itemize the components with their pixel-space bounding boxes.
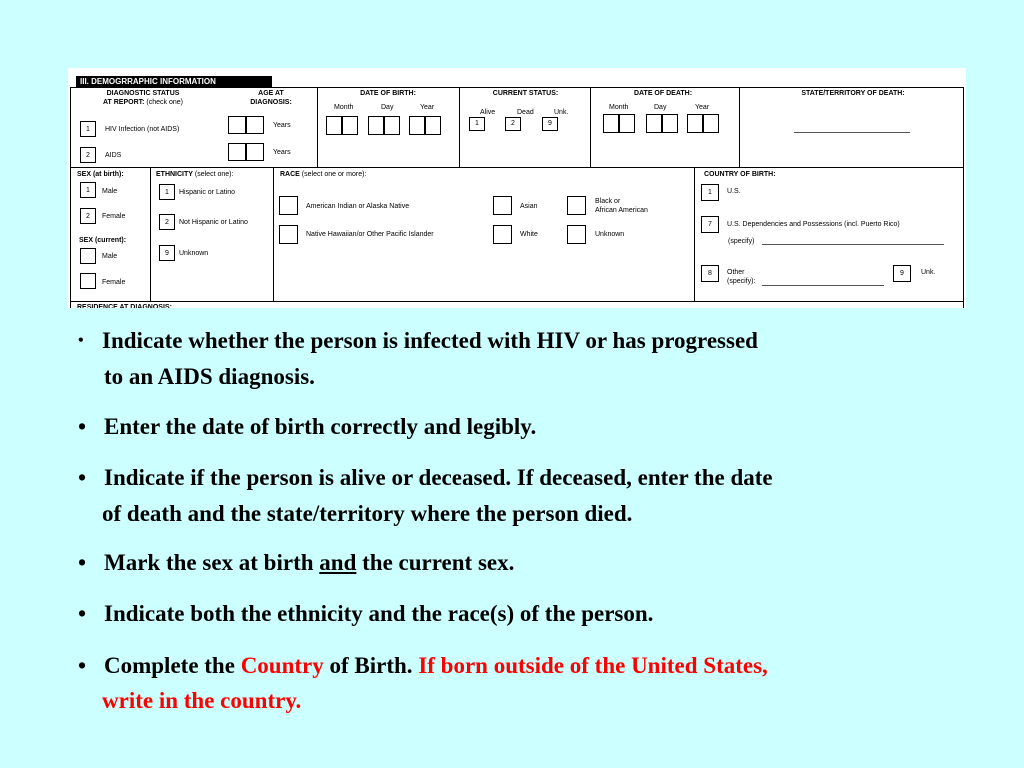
country-other-code[interactable]: 8 [701, 265, 719, 282]
country-us-label: U.S. [727, 188, 741, 195]
highlight-country: Country [240, 653, 324, 678]
diagnosis-hiv-label: HIV Infection (not AIDS) [105, 126, 180, 133]
dod-digit-box[interactable] [619, 114, 635, 133]
sex-birth-female-code[interactable]: 2 [80, 208, 96, 224]
bullet-dot: • [78, 653, 87, 678]
section-title-bar: III. DEMOGRRAPHIC INFORMATION [76, 76, 272, 87]
diagnosis-aids-code[interactable]: 2 [80, 147, 96, 163]
state-of-death-heading: STATE/TERRITORY OF DEATH: [801, 90, 905, 97]
form-line [590, 87, 591, 167]
country-unk-label: Unk. [921, 269, 936, 276]
race-asian-label: Asian [520, 203, 538, 210]
bullet-text-continued: of death and the state/territory where the person died. [102, 501, 633, 526]
sex-birth-female-label: Female [102, 213, 126, 220]
highlight-write-country: write in the country. [102, 688, 302, 713]
age-digit-box[interactable] [246, 143, 264, 161]
form-line [70, 167, 964, 168]
country-other-specify: (specify): [727, 278, 756, 285]
status-alive-label: Alive [480, 109, 496, 116]
sex-birth-male-label: Male [102, 188, 118, 195]
age-years-label-2: Years [273, 149, 291, 156]
age-heading-2: DIAGNOSIS: [250, 99, 292, 106]
ethnicity-unknown-label: Unknown [179, 250, 209, 257]
form-line [70, 301, 964, 302]
diagnostic-status-heading: DIAGNOSTIC STATUS [106, 90, 180, 97]
race-native-hawaiian-label: Native Hawaiian/or Other Pacific Islander [306, 231, 434, 238]
race-black-box[interactable] [567, 196, 586, 215]
ethnicity-unknown-code[interactable]: 9 [159, 245, 175, 261]
age-years-label: Years [273, 122, 291, 129]
form-line [70, 87, 964, 88]
country-dependencies-field[interactable] [762, 244, 944, 245]
ethnicity-hispanic-label: Hispanic or Latino [179, 189, 236, 196]
age-digit-box[interactable] [246, 116, 264, 134]
form-line [694, 167, 695, 301]
form-line [739, 87, 740, 167]
sex-current-male-box[interactable] [80, 248, 96, 264]
status-dead-label: Dead [517, 109, 534, 116]
dod-digit-box[interactable] [603, 114, 619, 133]
dod-digit-box[interactable] [662, 114, 678, 133]
race-black-label-2: African American [595, 207, 648, 214]
demographic-form [68, 68, 966, 308]
bullet-text: Indicate both the ethnicity and the race(s) of the person. [104, 601, 654, 626]
residence-heading-partial: RESIDENCE AT DIAGNOSIS: [77, 304, 172, 308]
status-alive-code[interactable]: 1 [469, 117, 485, 131]
race-asian-box[interactable] [493, 196, 512, 215]
dod-digit-box[interactable] [703, 114, 719, 133]
country-other-label: Other [727, 269, 745, 276]
sex-birth-heading: SEX (at birth): [77, 171, 124, 178]
state-of-death-field[interactable] [794, 132, 910, 133]
dob-year-label: Year [420, 104, 435, 111]
bullet-dot: • [78, 414, 87, 439]
form-line [273, 167, 274, 301]
form-line [150, 167, 151, 301]
dod-digit-box[interactable] [646, 114, 662, 133]
diagnosis-aids-label: AIDS [105, 152, 122, 159]
country-other-field[interactable] [762, 285, 884, 286]
race-unknown-label: Unknown [595, 231, 625, 238]
race-white-box[interactable] [493, 225, 512, 244]
race-black-label-1: Black or [595, 198, 621, 205]
dod-heading: DATE OF DEATH: [633, 90, 693, 97]
country-dependencies-code[interactable]: 7 [701, 216, 719, 233]
race-unknown-box[interactable] [567, 225, 586, 244]
ethnicity-heading: ETHNICITY (select one): [156, 171, 234, 178]
sex-current-female-label: Female [102, 279, 126, 286]
ethnicity-not-hispanic-label: Not Hispanic or Latino [179, 219, 248, 226]
sex-birth-male-code[interactable]: 1 [80, 182, 96, 198]
country-dependencies-specify: (specify) [728, 238, 755, 245]
dod-digit-box[interactable] [687, 114, 703, 133]
country-us-code[interactable]: 1 [701, 184, 719, 201]
dob-digit-box[interactable] [409, 116, 425, 135]
age-digit-box[interactable] [228, 143, 246, 161]
dob-digit-box[interactable] [368, 116, 384, 135]
dob-month-label: Month [334, 104, 354, 111]
dob-day-label: Day [381, 104, 394, 111]
bullet-dot: • [78, 550, 87, 575]
country-unk-code[interactable]: 9 [893, 265, 911, 282]
race-white-label: White [520, 231, 538, 238]
race-native-hawaiian-box[interactable] [279, 225, 298, 244]
status-dead-code[interactable]: 2 [505, 117, 521, 131]
sex-current-heading: SEX (current): [79, 237, 127, 244]
dod-month-label: Month [609, 104, 629, 111]
bullet-text-continued: to an AIDS diagnosis. [104, 364, 315, 389]
dob-digit-box[interactable] [326, 116, 342, 135]
bullet-text: Indicate if the person is alive or deceased. If deceased, enter the date [104, 465, 773, 490]
race-heading: RACE (select one or more): [280, 171, 367, 178]
current-status-heading: CURRENT STATUS: [492, 90, 559, 97]
highlight-born-outside: If born outside of the United States, [418, 653, 768, 678]
dob-heading: DATE OF BIRTH: [360, 90, 416, 97]
bullet-text: Indicate whether the person is infected with HIV or has progressed [102, 328, 758, 353]
bullet-text: Mark the sex at birth and the current sex. [104, 550, 515, 575]
sex-current-male-label: Male [102, 253, 118, 260]
age-heading: AGE AT [258, 90, 284, 97]
form-line [317, 87, 318, 167]
dob-digit-box[interactable] [384, 116, 400, 135]
bullet-text: Enter the date of birth correctly and legibly. [104, 414, 537, 439]
bullet-dot: • [78, 465, 87, 490]
dod-year-label: Year [695, 104, 710, 111]
bullet-dot: • [78, 332, 84, 349]
underlined-and: and [319, 550, 357, 575]
sex-current-female-box[interactable] [80, 273, 96, 289]
bullet-dot: • [78, 601, 87, 626]
dob-digit-box[interactable] [342, 116, 358, 135]
form-line [459, 87, 460, 167]
diagnostic-status-subheading: AT REPORT: (check one) [102, 99, 183, 106]
diagnosis-hiv-code[interactable]: 1 [80, 121, 96, 137]
country-dependencies-label: U.S. Dependencies and Possessions (incl. Puerto Rico) [727, 221, 900, 228]
ethnicity-hispanic-code[interactable]: 1 [159, 184, 175, 200]
status-unk-label: Unk. [554, 109, 569, 116]
dob-digit-box[interactable] [425, 116, 441, 135]
age-digit-box[interactable] [228, 116, 246, 134]
bullet-text: Complete the Country of Birth. If born outside of the United States, [104, 653, 768, 678]
ethnicity-not-hispanic-code[interactable]: 2 [159, 214, 175, 230]
race-american-indian-box[interactable] [279, 196, 298, 215]
country-of-birth-heading: COUNTRY OF BIRTH: [704, 171, 776, 178]
form-line [963, 87, 964, 308]
dod-day-label: Day [654, 104, 667, 111]
race-american-indian-label: American Indian or Alaska Native [306, 203, 410, 210]
status-unk-code[interactable]: 9 [542, 117, 558, 131]
form-line [70, 87, 71, 308]
